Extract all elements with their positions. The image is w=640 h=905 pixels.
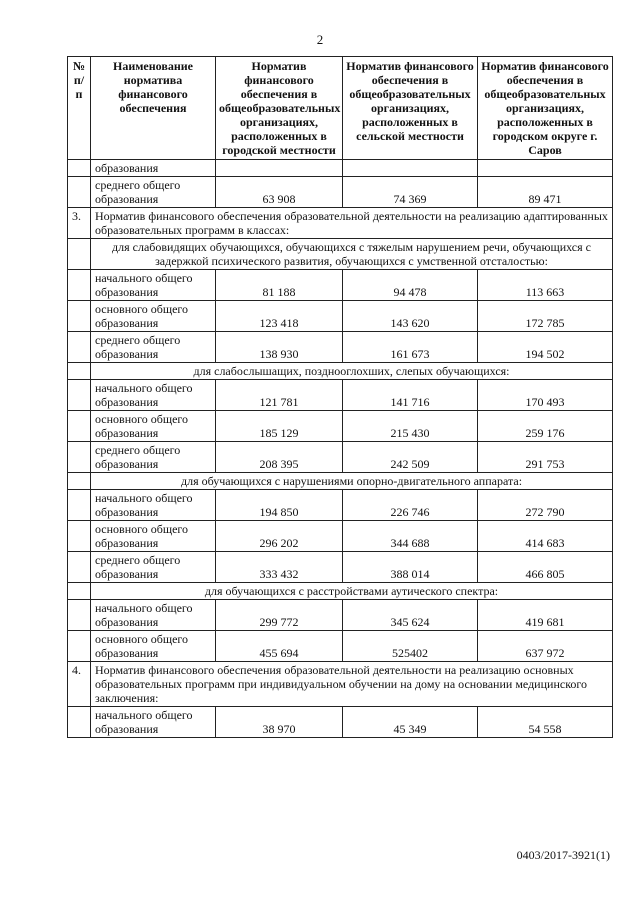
header-name: Наименование норматива финансового обеспечения bbox=[91, 57, 216, 160]
row-index-cell bbox=[68, 490, 91, 521]
section-title: Норматив финансового обеспечения образовательной деятельности на реализацию адаптированных образовательных программ в классах: bbox=[91, 208, 613, 239]
value-sarov: 414 683 bbox=[478, 521, 613, 552]
table-row bbox=[68, 600, 613, 631]
value-rural: 215 430 bbox=[343, 411, 478, 442]
value-sarov: 419 681 bbox=[478, 600, 613, 631]
norm-name: основного общего образования bbox=[91, 521, 216, 552]
row-index-cell bbox=[68, 160, 91, 177]
value-sarov: 194 502 bbox=[478, 332, 613, 363]
norm-name: начального общего образования bbox=[91, 600, 216, 631]
norm-name: среднего общего образования bbox=[91, 552, 216, 583]
row-index-cell bbox=[68, 301, 91, 332]
norm-name: среднего общего образования bbox=[91, 442, 216, 473]
value-sarov: 170 493 bbox=[478, 380, 613, 411]
value-sarov: 259 176 bbox=[478, 411, 613, 442]
value-rural: 345 624 bbox=[343, 600, 478, 631]
page-number: 2 bbox=[316, 32, 324, 47]
value-rural: 94 478 bbox=[343, 270, 478, 301]
table-row bbox=[68, 160, 613, 177]
table-row bbox=[68, 301, 613, 332]
value-rural: 242 509 bbox=[343, 442, 478, 473]
value-sarov: 272 790 bbox=[478, 490, 613, 521]
value-sarov: 113 663 bbox=[478, 270, 613, 301]
row-index-cell bbox=[68, 411, 91, 442]
section-title: Норматив финансового обеспечения образовательной деятельности на реализацию основных образовательных программ при индивидуальном обучении на дому на основании медицинского заключения: bbox=[91, 662, 613, 707]
value-rural: 143 620 bbox=[343, 301, 478, 332]
value-rural: 161 673 bbox=[343, 332, 478, 363]
value-rural: 141 716 bbox=[343, 380, 478, 411]
row-index-cell bbox=[68, 631, 91, 662]
norm-name: начального общего образования bbox=[91, 270, 216, 301]
norm-name: образования bbox=[91, 160, 216, 177]
value-urban: 333 432 bbox=[216, 552, 343, 583]
row-index-cell bbox=[68, 270, 91, 301]
document-code: 0403/2017-3921(1) bbox=[516, 848, 610, 862]
row-index-cell bbox=[68, 521, 91, 552]
table-row bbox=[68, 552, 613, 583]
row-index-cell bbox=[68, 583, 91, 600]
value-urban: 208 395 bbox=[216, 442, 343, 473]
table-row bbox=[68, 521, 613, 552]
value-sarov: 291 753 bbox=[478, 442, 613, 473]
section-index: 3. bbox=[68, 208, 91, 239]
row-index-cell bbox=[68, 380, 91, 411]
value-urban: 455 694 bbox=[216, 631, 343, 662]
value-sarov: 466 805 bbox=[478, 552, 613, 583]
value-rural: 388 014 bbox=[343, 552, 478, 583]
table-row bbox=[68, 332, 613, 363]
norm-name: среднего общего образования bbox=[91, 332, 216, 363]
norm-name: начального общего образования bbox=[91, 707, 216, 738]
value-sarov: 172 785 bbox=[478, 301, 613, 332]
section-index: 4. bbox=[68, 662, 91, 707]
subgroup-label: для обучающихся с расстройствами аутического спектра: bbox=[91, 583, 613, 600]
header-rural: Норматив финансового обеспечения в общеобразовательных организациях, расположенных в сельской местности bbox=[343, 57, 478, 160]
value-sarov: 54 558 bbox=[478, 707, 613, 738]
value-sarov: 637 972 bbox=[478, 631, 613, 662]
value-urban: 194 850 bbox=[216, 490, 343, 521]
value-urban: 138 930 bbox=[216, 332, 343, 363]
value-urban: 296 202 bbox=[216, 521, 343, 552]
header-urban: Норматив финансового обеспечения в общеобразовательных организациях, расположенных в городской местности bbox=[216, 57, 343, 160]
header-row bbox=[68, 57, 613, 160]
norm-name: основного общего образования bbox=[91, 301, 216, 332]
table-row bbox=[68, 270, 613, 301]
table-row bbox=[68, 380, 613, 411]
subgroup-label: для слабослышащих, позднооглохших, слепых обучающихся: bbox=[91, 363, 613, 380]
value-urban: 81 188 bbox=[216, 270, 343, 301]
row-index-cell bbox=[68, 332, 91, 363]
row-index-cell bbox=[68, 707, 91, 738]
table-row bbox=[68, 411, 613, 442]
value-rural bbox=[343, 160, 478, 177]
subgroup-row bbox=[68, 363, 613, 380]
subgroup-row bbox=[68, 473, 613, 490]
value-urban: 38 970 bbox=[216, 707, 343, 738]
table-row bbox=[68, 490, 613, 521]
value-sarov bbox=[478, 160, 613, 177]
section-row bbox=[68, 662, 613, 707]
row-index-cell bbox=[68, 600, 91, 631]
section-row bbox=[68, 208, 613, 239]
header-sarov: Норматив финансового обеспечения в общеобразовательных организациях, расположенных в городском округе г. Саров bbox=[478, 57, 613, 160]
norm-name: среднего общего образования bbox=[91, 177, 216, 208]
value-rural: 344 688 bbox=[343, 521, 478, 552]
value-urban: 185 129 bbox=[216, 411, 343, 442]
table-row bbox=[68, 442, 613, 473]
table-row bbox=[68, 707, 613, 738]
subgroup-row bbox=[68, 583, 613, 600]
subgroup-row bbox=[68, 239, 613, 270]
norms-table bbox=[67, 56, 613, 738]
subgroup-label: для обучающихся с нарушениями опорно-двигательного аппарата: bbox=[91, 473, 613, 490]
norm-name: основного общего образования bbox=[91, 631, 216, 662]
value-urban: 63 908 bbox=[216, 177, 343, 208]
value-sarov: 89 471 bbox=[478, 177, 613, 208]
value-rural: 45 349 bbox=[343, 707, 478, 738]
value-rural: 74 369 bbox=[343, 177, 478, 208]
subgroup-label: для слабовидящих обучающихся, обучающихся с тяжелым нарушением речи, обучающихся с задержкой психического развития, обучающихся с умственной отсталостью: bbox=[91, 239, 613, 270]
norm-name: основного общего образования bbox=[91, 411, 216, 442]
header-num: № п/п bbox=[68, 57, 91, 160]
value-rural: 525402 bbox=[343, 631, 478, 662]
row-index-cell bbox=[68, 177, 91, 208]
row-index-cell bbox=[68, 442, 91, 473]
table-row bbox=[68, 631, 613, 662]
norm-name: начального общего образования bbox=[91, 490, 216, 521]
row-index-cell bbox=[68, 473, 91, 490]
table-row bbox=[68, 177, 613, 208]
value-rural: 226 746 bbox=[343, 490, 478, 521]
norm-name: начального общего образования bbox=[91, 380, 216, 411]
value-urban: 299 772 bbox=[216, 600, 343, 631]
value-urban bbox=[216, 160, 343, 177]
row-index-cell bbox=[68, 552, 91, 583]
row-index-cell bbox=[68, 239, 91, 270]
table-body bbox=[68, 160, 613, 738]
row-index-cell bbox=[68, 363, 91, 380]
value-urban: 121 781 bbox=[216, 380, 343, 411]
value-urban: 123 418 bbox=[216, 301, 343, 332]
